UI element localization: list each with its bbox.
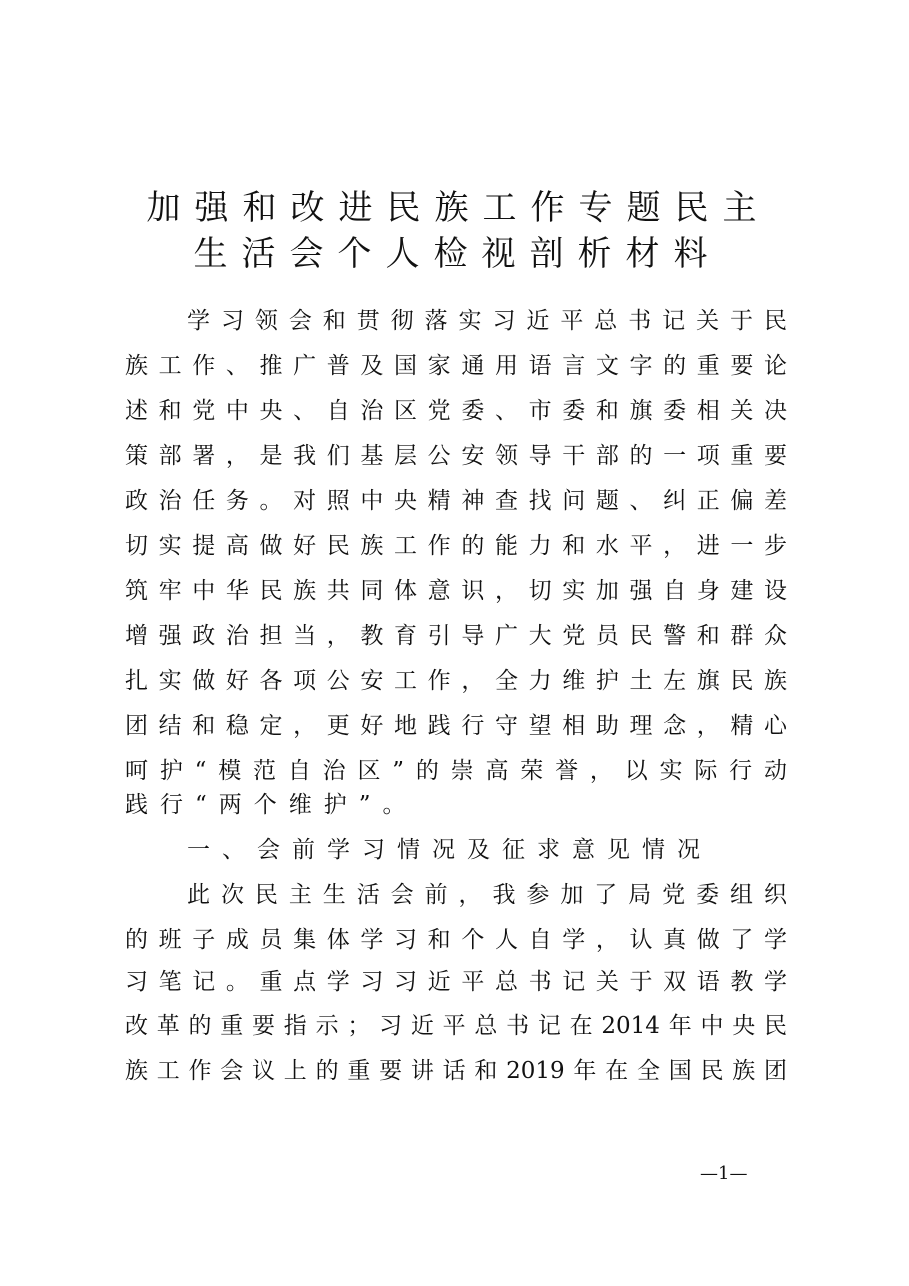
paragraph-line: 切实提高做好民族工作的能力和水平，进一步 bbox=[125, 533, 787, 559]
paragraph-line: 团结和稳定，更好地践行守望相助理念，精心 bbox=[125, 713, 787, 739]
paragraph-line: 策部署，是我们基层公安领导干部的一项重要 bbox=[125, 443, 787, 469]
paragraph-line: 践行“两个维护”。 bbox=[125, 792, 418, 818]
paragraph-line: 族工作会议上的重要讲话和2019年在全国民族团 bbox=[125, 1058, 787, 1084]
section-heading: 一、会前学习情况及征求意见情况 bbox=[187, 837, 712, 863]
paragraph-line: 改革的重要指示；习近平总书记在2014年中央民 bbox=[125, 1013, 787, 1039]
paragraph-line: 述和党中央、自治区党委、市委和旗委相关决 bbox=[125, 398, 787, 424]
paragraph-line: 扎实做好各项公安工作，全力维护土左旗民族 bbox=[125, 668, 787, 694]
paragraph-line: 族工作、推广普及国家通用语言文字的重要论 bbox=[125, 353, 787, 379]
paragraph-line: 筑牢中华民族共同体意识，切实加强自身建设 bbox=[125, 578, 787, 604]
paragraph-line: 呵护“模范自治区”的崇高荣誉，以实际行动 bbox=[125, 758, 787, 784]
paragraph-line: 增强政治担当，教育引导广大党员民警和群众 bbox=[125, 623, 787, 649]
document-title-line-2: 生活会个人检视剖析材料 bbox=[193, 234, 722, 274]
document-title-line-1: 加强和改进民族工作专题民主 bbox=[146, 188, 771, 228]
paragraph-line: 学习领会和贯彻落实习近平总书记关于民 bbox=[187, 308, 787, 334]
page-number: —1— bbox=[700, 1163, 748, 1184]
paragraph-line: 的班子成员集体学习和个人自学，认真做了学 bbox=[125, 927, 787, 953]
paragraph-line: 习笔记。重点学习习近平总书记关于双语教学 bbox=[125, 969, 787, 995]
paragraph-line: 政治任务。对照中央精神查找问题、纠正偏差 bbox=[125, 488, 787, 514]
paragraph-line: 此次民主生活会前，我参加了局党委组织 bbox=[187, 882, 787, 908]
